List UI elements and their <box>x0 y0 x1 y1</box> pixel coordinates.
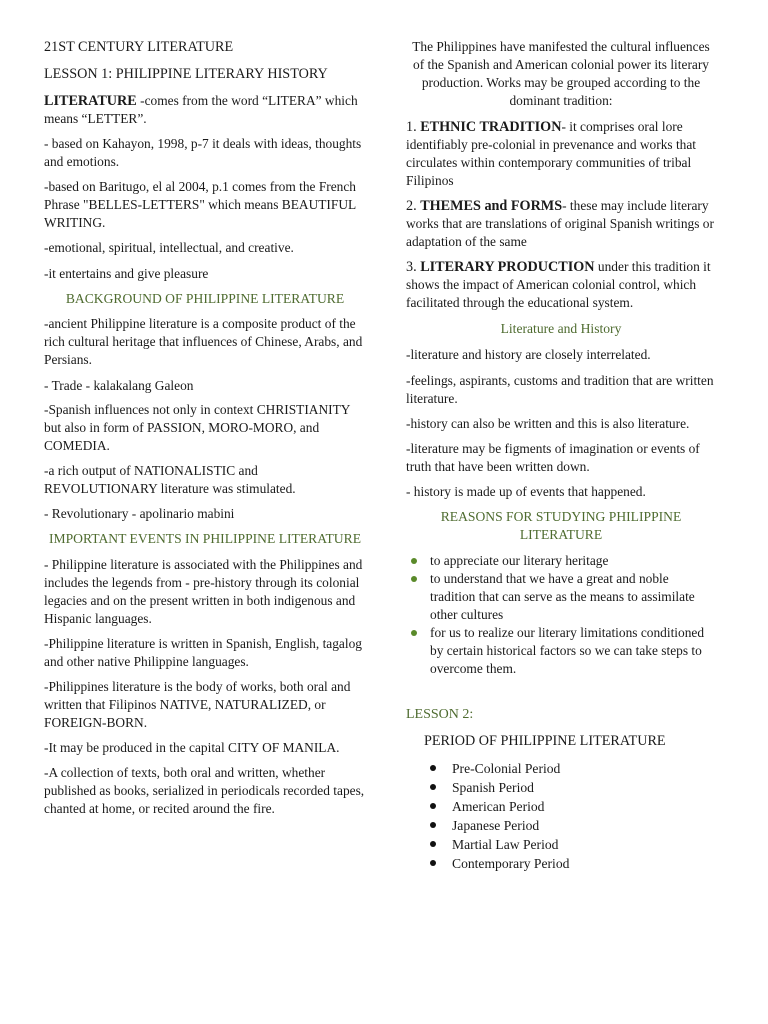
reasons-list <box>406 552 716 678</box>
collection-paragraph: -A collection of texts, both oral and written, whether published as books, serialized in periodicals recorded tapes, chanted at home, or recited around the fire. <box>44 765 365 816</box>
history-written-paragraph: -history can also be written and this is also literature. <box>406 416 690 431</box>
themes-forms-text: - these may include literary works that are translations of original Spanish writings or adaptation of the same <box>406 198 714 249</box>
feelings-paragraph: -feelings, aspirants, customs and tradition that are written literature. <box>406 373 714 406</box>
ancient-paragraph: -ancient Philippine literature is a composite product of the rich cultural heritage that influences of Chinese, Arabs, and Persians. <box>44 316 363 367</box>
history-events-paragraph: - history is made up of events that happened. <box>406 484 646 499</box>
right-column <box>406 38 716 873</box>
periods-list <box>406 759 716 873</box>
left-column <box>44 38 366 818</box>
background-heading: BACKGROUND OF PHILIPPINE LITERATURE <box>65 291 345 306</box>
revolutionary-paragraph: - Revolutionary - apolinario mabini <box>44 506 235 521</box>
ethnic-tradition-term: ETHNIC TRADITION <box>420 119 562 135</box>
entertains-paragraph: -it entertains and give pleasure <box>44 266 209 281</box>
body-of-works-paragraph: -Philippines literature is the body of works, both oral and written that Filipinos NATIVE, NATURALIZED, or FOREIGN-BORN. <box>44 679 351 730</box>
item-number: 3. <box>406 259 421 275</box>
rich-output-paragraph: -a rich output of NATIONALISTIC and REVOLUTIONARY literature was stimulated. <box>44 463 296 496</box>
period-item: Spanish Period <box>406 778 716 797</box>
literature-history-heading: Literature and History <box>500 321 622 336</box>
literature-def-text: -comes from the word “LITERA” which means “LETTER”. <box>44 93 358 126</box>
written-in-paragraph: -Philippine literature is written in Spanish, English, tagalog and other native Philippine languages. <box>44 636 362 669</box>
item-number: 1. <box>406 119 421 135</box>
important-events-heading: IMPORTANT EVENTS IN PHILIPPINE LITERATURE <box>49 531 361 546</box>
period-heading: PERIOD OF PHILIPPINE LITERATURE <box>424 733 666 749</box>
lesson2-title: LESSON 2: <box>406 707 474 722</box>
literature-term: LITERATURE <box>44 93 137 109</box>
item-number: 2. <box>406 198 421 214</box>
course-title: 21ST CENTURY LITERATURE <box>44 39 234 55</box>
reason-item: for us to realize our literary limitations conditioned by certain historical factors so we can take steps to overcome them. <box>406 624 716 678</box>
kahayon-paragraph: - based on Kahayon, 1998, p-7 it deals with ideas, thoughts and emotions. <box>44 136 362 169</box>
reasons-heading: REASONS FOR STUDYING PHILIPPINE LITERATURE <box>440 509 682 542</box>
period-item: Martial Law Period <box>406 835 716 854</box>
period-item: Japanese Period <box>406 816 716 835</box>
literature-definition <box>44 92 366 128</box>
period-item: Pre-Colonial Period <box>406 759 716 778</box>
intro-paragraph: The Philippines have manifested the cultural influences of the Spanish and American colonial power its literary production. Works may be grouped according to the dominant tradition: <box>412 39 710 108</box>
ethnic-tradition-text: - it comprises oral lore identifiably pre-colonial in prevenance and works that circulates within contemporary communities of tribal Filipinos <box>406 119 697 188</box>
reason-item: to appreciate our literary heritage <box>406 552 716 570</box>
themes-forms-term: THEMES and FORMS <box>420 198 563 214</box>
lesson1-title: LESSON 1: PHILIPPINE LITERARY HISTORY <box>44 66 328 82</box>
tradition-item-3 <box>406 258 716 312</box>
literary-production-term: LITERARY PRODUCTION <box>420 259 595 275</box>
reason-item: to understand that we have a great and noble tradition that can serve as the means to assimilate other cultures <box>406 570 716 624</box>
produced-paragraph: -It may be produced in the capital CITY OF MANILA. <box>44 740 340 755</box>
figments-paragraph: -literature may be figments of imagination or events of truth that have been written down. <box>406 441 700 474</box>
interrelated-paragraph: -literature and history are closely interrelated. <box>406 347 651 362</box>
literary-production-text: under this tradition it shows the impact of American colonial control, which facilitated through the educational system. <box>406 259 711 310</box>
tradition-item-2 <box>406 197 716 251</box>
trade-paragraph: - Trade - kalakalang Galeon <box>44 378 194 393</box>
spanish-influence-paragraph: -Spanish influences not only in context CHRISTIANITY but also in form of PASSION, MORO-MORO, and COMEDIA. <box>44 402 350 453</box>
period-item: American Period <box>406 797 716 816</box>
associated-paragraph: - Philippine literature is associated with the Philippines and includes the legends from - pre-history through its colonial legacies and on the present written in both indigenous and Hispanic languages. <box>44 557 363 626</box>
tradition-item-1 <box>406 118 716 190</box>
emotional-paragraph: -emotional, spiritual, intellectual, and creative. <box>44 240 294 255</box>
baritugo-paragraph: -based on Baritugo, el al 2004, p.1 comes from the French Phrase "BELLES-LETTERS" which means BEAUTIFUL WRITING. <box>44 179 356 230</box>
period-item: Contemporary Period <box>406 854 716 873</box>
